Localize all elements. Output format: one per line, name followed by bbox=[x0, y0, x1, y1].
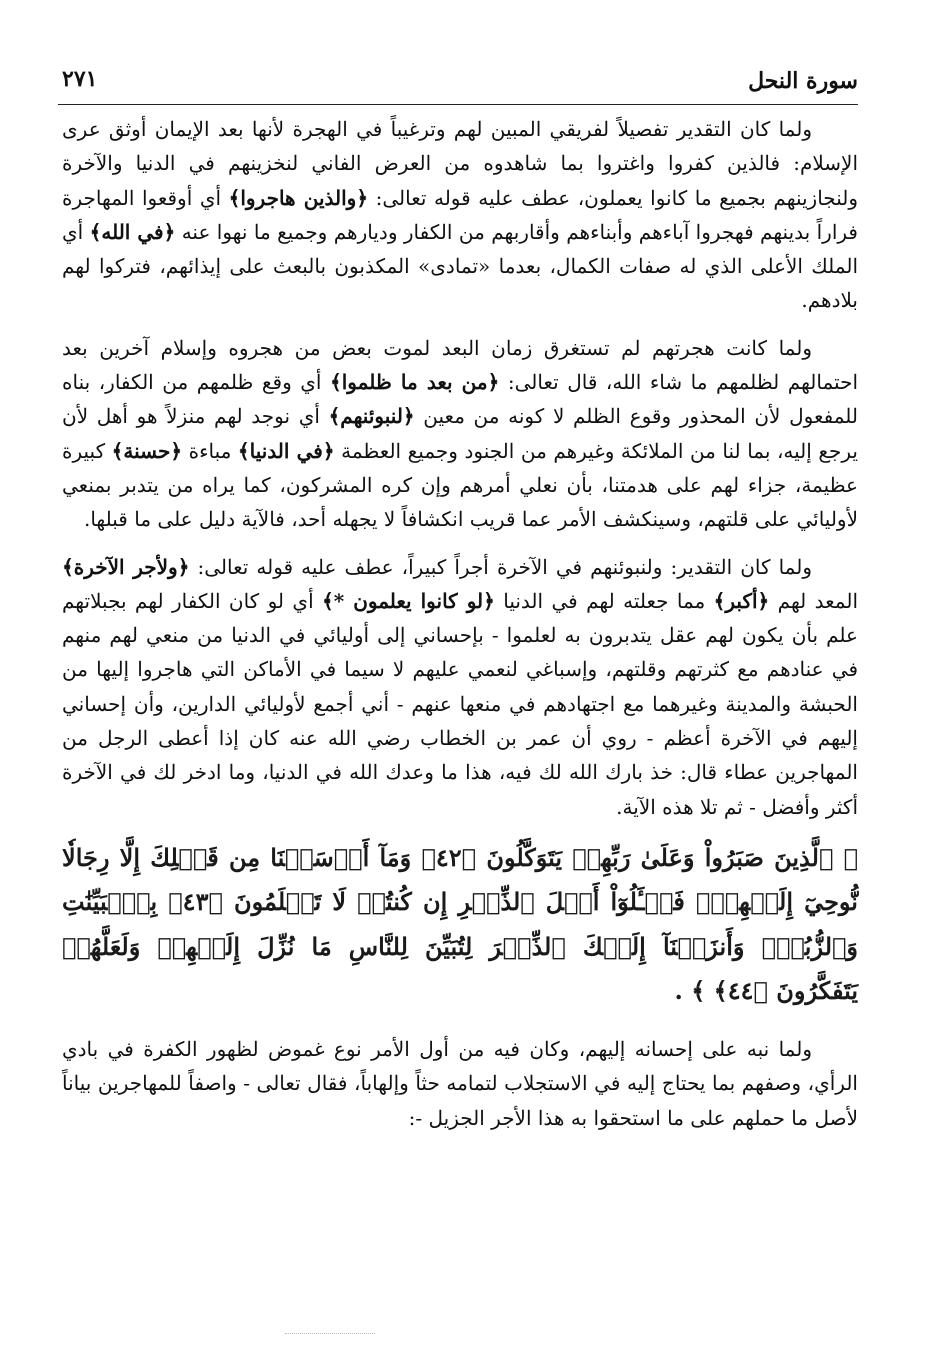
header-divider bbox=[58, 104, 858, 105]
quran-verse-block: ﴿ ٱلَّذِينَ صَبَرُواْ وَعَلَىٰ رَبِّهِمۡ يَتَوَكَّلُونَ ﴿٤٢﴾ وَمَآ أَرۡسَلۡنَا مِن قَبۡلِكَ إِلَّا رِجَالٗا نُّوحِيٓ إِلَيۡهِمۡۖ فَسۡـَٔلُوٓاْ أَهۡلَ ٱلذِّكۡرِ إِن كُنتُمۡ لَا تَعۡلَمُونَ ﴿٤٣﴾ بِٱلۡبَيِّنَٰتِ وَٱلزُّبُرِۗ وَأَنزَلۡنَآ إِلَيۡكَ ٱلذِّكۡرَ لِتُبَيِّنَ لِلنَّاسِ مَا نُزِّلَ إِلَيۡهِمۡ وَلَعَلَّهُمۡ يَتَفَكَّرُونَ ﴿٤٤﴾ ﴾ . bbox=[62, 842, 858, 1006]
quran-quote: ﴿حسنة﴾ bbox=[111, 438, 183, 463]
quran-quote: ﴿أكبر﴾ bbox=[713, 588, 770, 613]
paragraph-2 bbox=[62, 331, 858, 537]
paragraph-text: المعد لهم bbox=[769, 588, 859, 613]
quran-quote: ﴿في الدنيا﴾ bbox=[237, 438, 335, 463]
paragraph-text: ولما كان التقدير: ولنبوئنهم في الآخرة أجراً كبيراً، عطف عليه قوله تعالى: bbox=[189, 554, 812, 579]
paragraph-text: مباءة bbox=[182, 438, 238, 463]
surah-title: سورة النحل bbox=[748, 68, 858, 94]
quran-quote: ﴿والذين هاجروا﴾ bbox=[228, 185, 369, 210]
page-body bbox=[62, 112, 858, 1135]
page-header bbox=[58, 60, 858, 100]
paragraph-text: ولما كان التقدير تفصيلاً لفريقي المبين لهم وترغيباً في الهجرة لأنها بعد الإيمان أوثق عرى الإسلام: فالذين كفروا واغتروا بما شاهدوه من العرض الفاني لنخزينهم في الدنيا والآخرة ولنجازينهم بجميع ما كانوا يعملون، عطف عليه قوله تعالى: bbox=[62, 117, 858, 210]
bottom-page-mark bbox=[285, 1333, 375, 1334]
paragraph-4: ولما نبه على إحسانه إليهم، وكان فيه من أول الأمر نوع غموض لظهور الكفرة في بادي الرأي، وصفهم بما يحتاج إليه في الاستجلاب لتمامه حثاً وإلهاباً، فقال تعالى - واصفاً للمهاجرين بياناً لأصل ما حملهم على ما استحقوا به هذا الأجر الجزيل -: bbox=[62, 1036, 858, 1130]
paragraph-text: كبيرة عظيمة، جزاء لهم على هدمتنا، بأن نعلي أمرهم وإن كره المشركون، كما يراه من يتدبر بمنعي لأوليائي على قلتهم، وسينكشف الأمر عما قريب انكشافاً لا يجهله أحد، فالآية دليل على ما قبلها. bbox=[62, 438, 858, 532]
paragraph-text: أي أوقعوا المهاجرة فراراً بدينهم فهجروا آباءهم وأبناءهم وأقاربهم من الكفار وديارهم وجميع ما نهوا عنه bbox=[62, 185, 858, 244]
quran-quote: ﴿لنبوئنهم﴾ bbox=[328, 404, 415, 429]
paragraph-text: أي الملك الأعلى الذي له صفات الكمال، بعدما «تمادى» المكذبون بالبعث على إيذائهم، فتركوا لهم بلادهم. bbox=[62, 219, 858, 313]
paragraph-1 bbox=[62, 112, 858, 318]
paragraph-text: أي وقع ظلمهم من الكفار، بناه للمفعول لأن المحذور وقوع الظلم لا كونه من معين bbox=[62, 370, 859, 429]
quran-quote: ﴿في الله﴾ bbox=[89, 219, 176, 244]
paragraph-text: أي نوجد لهم منزلاً هو أهل لأن يرجع إليه، بما لنا من الملائكة وغيرهم من الجنود وجميع العظمة bbox=[62, 404, 858, 463]
paragraph-text: ولما كانت هجرتهم لم تستغرق زمان البعد لموت بعض من هجروه وإسلام آخرين بعد احتمالهم لظلمهم ما شاء الله، قال تعالى: bbox=[62, 335, 858, 395]
quran-quote: ﴿من بعد ما ظلموا﴾ bbox=[330, 370, 500, 395]
paragraph-text: أي لو كان الكفار لهم بجبلاتهم علم بأن يكون لهم عقل يتدبرون به لعلموا - بإحساني إلى أوليائي في الدنيا من منعي لهم منهم في عنادهم مع كثرتهم وقلتهم، وإسباغي لنعمي عليهم لا سيما في الأماكن التي هاجروا إليها من الحبشة والمدينة وغيرهما مع اجتهادهم في منعها عنهم - أني أجمع لأوليائي الدارين، وأن إحساني إليهم في الآخرة أعظم - روي أن عمر بن الخطاب رضي الله عنه كان إذا أعطى الرجل من المهاجرين عطاء قال: خذ بارك الله لك فيه، هذا ما وعدك الله في الدنيا، وما ادخر لك في الآخرة أكثر وأفضل - ثم تلا هذه الآية. bbox=[62, 588, 859, 819]
page-number: ٢٧١ bbox=[62, 66, 98, 92]
paragraph-3 bbox=[62, 550, 858, 824]
paragraph-text: مما جعلته لهم في الدنيا bbox=[494, 588, 714, 613]
quran-quote: ﴿لو كانوا يعلمون *﴾ bbox=[322, 588, 495, 613]
quran-quote: ﴿ولأجر الآخرة﴾ bbox=[62, 554, 190, 579]
